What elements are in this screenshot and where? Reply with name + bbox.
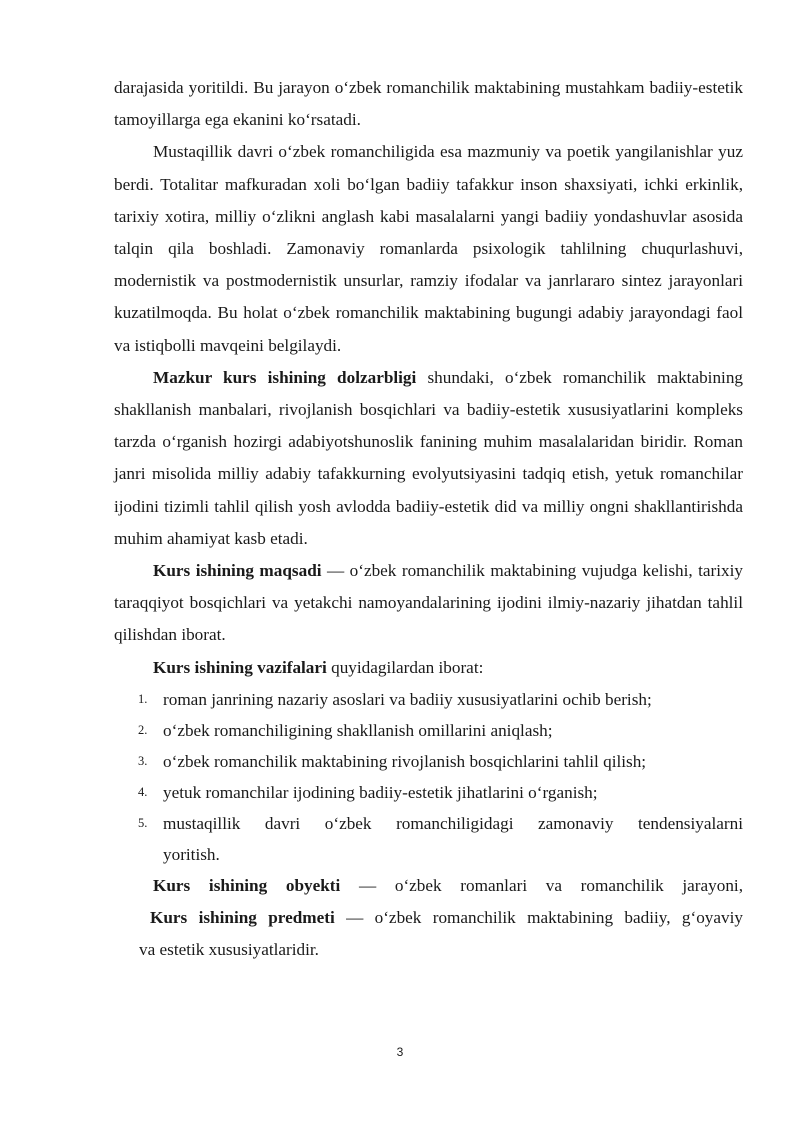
tasks-intro-text: quyidagilardan iborat: xyxy=(326,657,484,677)
list-item-text: oʻzbek romanchilik maktabining rivojlanish bosqichlarini tahlil qilish; xyxy=(163,751,647,771)
paragraph-subject-continued: va estetik xususiyatlaridir. xyxy=(139,940,319,960)
paragraph-independence-era: Mustaqillik davri oʻzbek romanchiligida esa mazmuniy va poetik yangilanishlar yuz berdi. Totalitar mafkuradan xoli boʻlgan badiiy tafakkur inson shaxsiyati, ichki erkinlik, tarixiy xotira, milliy oʻzlikni anglash kabi masalalarni yangi badiiy yondashuvlar asosida talqin qila boshladi. Zamonaviy romanlarda psixologik tahlilning chuqurlashuvi, modernistik va postmodernistik unsurlar, ramziy ifodalar va janrlararo sintez jarayonlari kuzatilmoqda. Bu holat oʻzbek romanchilik maktabining bugungi adabiy jarayondagi faol va istiqbolli mavqeini belgilaydi. xyxy=(114,142,743,355)
list-item-text-continued: yoritish. xyxy=(163,844,220,864)
list-number: 3. xyxy=(138,753,148,768)
tasks-list xyxy=(114,684,743,870)
object-heading: Kurs ishining obyekti xyxy=(153,875,341,895)
list-item xyxy=(114,808,743,870)
list-item-text: mustaqillik davri oʻzbek romanchiligidagi zamonaviy tendensiyalarni xyxy=(163,813,743,833)
paragraph-tasks-intro xyxy=(114,652,743,684)
paragraph-subject xyxy=(114,902,743,934)
goal-text: — oʻzbek romanchilik maktabining vujudga kelishi, tarixiy taraqqiyot bosqichlari va yetakchi namoyandalarining ijodini ilmiy-nazariy jihatdan tahlil qilishdan iborat. xyxy=(114,561,743,645)
subject-text: — oʻzbek romanchilik maktabining badiiy, gʻoyaviy xyxy=(334,908,743,928)
list-number: 4. xyxy=(138,784,148,799)
relevance-heading: Mazkur kurs ishining dolzarbligi xyxy=(153,367,417,387)
goal-heading: Kurs ishining maqsadi xyxy=(153,561,322,581)
list-item xyxy=(114,684,743,715)
list-item-text: roman janrining nazariy asoslari va badiiy xususiyatlarini ochib berish; xyxy=(163,689,652,709)
subject-heading: Kurs ishining predmeti xyxy=(150,908,335,928)
paragraph-object xyxy=(114,870,743,902)
object-text: — oʻzbek romanlari va romanchilik jarayoni, xyxy=(340,875,743,895)
list-number: 5. xyxy=(138,815,148,830)
list-item-text: yetuk romanchilar ijodining badiiy-estetik jihatlarini oʻrganish; xyxy=(163,782,598,802)
list-item-text: oʻzbek romanchiligining shakllanish omillarini aniqlash; xyxy=(163,720,553,740)
list-number: 2. xyxy=(138,722,148,737)
document-page xyxy=(114,72,743,966)
page-number: 3 xyxy=(396,1045,404,1059)
paragraph-goal xyxy=(114,555,743,652)
list-item xyxy=(114,777,743,808)
paragraph-relevance xyxy=(114,362,743,555)
list-item xyxy=(114,715,743,746)
relevance-text: shundaki, oʻzbek romanchilik maktabining shakllanish manbalari, rivojlanish bosqichlari va badiiy-estetik xususiyatlarini kompleks tarzda oʻrganish hozirgi adabiyotshunoslik fanining muhim masalalaridan biridir. Roman janri misolida milliy adabiy tafakkurning evolyutsiyasini tadqiq etish, yetuk romanchilar ijodini tizimli tahlil qilish yosh avlodda badiiy-estetik did va milliy ongni shakllantirishda muhim ahamiyat kasb etadi. xyxy=(114,367,744,548)
tasks-heading: Kurs ishining vazifalari xyxy=(153,657,327,677)
paragraph-intro: darajasida yoritildi. Bu jarayon oʻzbek romanchilik maktabining mustahkam badiiy-estetik tamoyillarga ega ekanini koʻrsatadi. xyxy=(114,78,743,130)
list-number: 1. xyxy=(138,691,148,706)
list-item xyxy=(114,746,743,777)
